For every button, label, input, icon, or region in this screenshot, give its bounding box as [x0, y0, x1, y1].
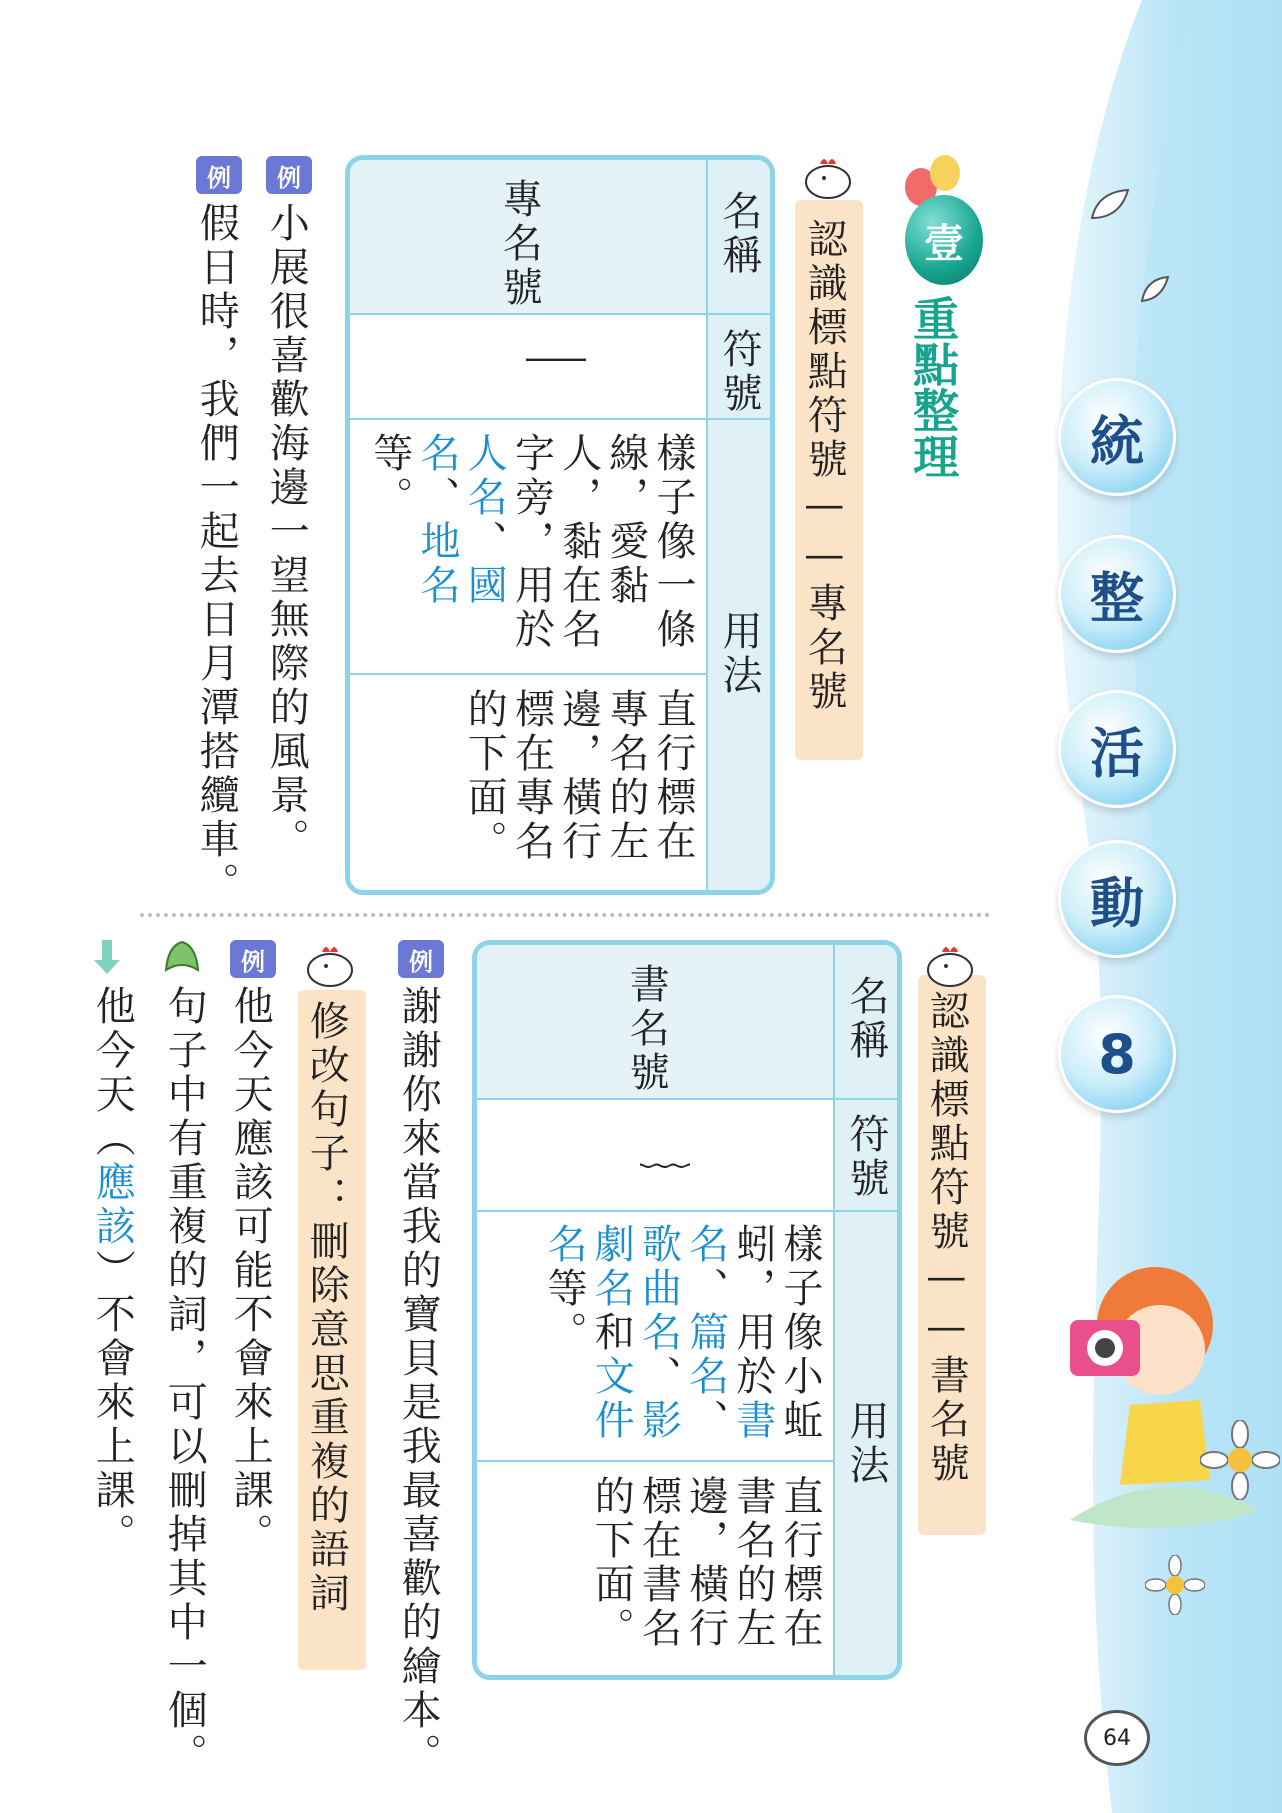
col-usage-label: 用法	[716, 610, 762, 698]
leaf-icon	[1140, 275, 1170, 303]
arrow-down-icon	[92, 940, 122, 976]
row-divider	[350, 673, 706, 675]
title-mark-table	[472, 940, 902, 1680]
placement-text: 直行標在書名的左邊，橫行標在書名的下面。	[588, 1475, 823, 1651]
hen-icon	[922, 940, 978, 988]
example-tag: 例	[398, 940, 444, 978]
symbol-name: 書名號	[623, 963, 670, 1095]
proper-noun-heading: 認識標點符號——專名號	[801, 218, 848, 714]
side-title-char-2: 整	[1058, 535, 1176, 653]
example-tag: 例	[196, 156, 242, 194]
side-title-char-5: 8	[1058, 995, 1176, 1113]
example-tag: 例	[230, 940, 276, 978]
leaf-icon	[162, 940, 202, 974]
side-title-char-1: 統	[1058, 378, 1176, 496]
hen-icon	[800, 152, 856, 200]
balloon-icon	[930, 155, 960, 191]
col-symbol-label: 符號	[843, 1113, 889, 1201]
usage-text: 樣子像小蚯蚓，用於書名、篇名、歌曲名、影劇名和文件名等。	[541, 1223, 823, 1443]
side-title-char-3: 活	[1058, 690, 1176, 808]
example-sentence-2: 假日時，我們一起去日月潭搭纜車。	[193, 202, 240, 906]
col-symbol-label: 符號	[716, 328, 762, 416]
flower-icon	[1145, 1555, 1205, 1615]
revise-heading: 修改句子：刪除意思重複的語詞	[303, 1000, 350, 1616]
row-divider	[477, 1098, 897, 1100]
section-divider	[140, 913, 990, 917]
page-number: 64	[1084, 1710, 1150, 1766]
placement-text: 直行標在專名的左邊，橫行標在專名的下面。	[461, 688, 696, 864]
example-sentence: 謝謝你來當我的寶貝是我最喜歡的繪本。	[395, 985, 442, 1777]
symbol-name: 專名號	[496, 178, 543, 310]
revise-answer: 他今天（應該）不會來上課。	[89, 985, 136, 1557]
example-tag: 例	[266, 156, 312, 194]
row-divider	[477, 1210, 897, 1212]
col-name-label: 名稱	[716, 190, 762, 278]
hen-icon	[302, 940, 358, 988]
row-divider	[350, 313, 770, 315]
row-divider	[477, 1460, 833, 1462]
proper-noun-table	[345, 155, 775, 895]
symbol-glyph: ｜	[516, 330, 586, 390]
row-divider	[350, 418, 770, 420]
title-mark-heading: 認識標點符號——書名號	[923, 990, 970, 1486]
side-title-char-4: 動	[1058, 840, 1176, 958]
section-number: 壹	[905, 195, 983, 285]
col-name-label: 名稱	[843, 975, 889, 1063]
section-title: 重點整理	[906, 295, 961, 479]
leaf-icon	[1090, 188, 1130, 222]
symbol-glyph: ﹏	[632, 1120, 690, 1170]
flower-icon	[1200, 1420, 1280, 1500]
revise-example: 他今天應該可能不會來上課。	[227, 985, 274, 1557]
col-usage-label: 用法	[843, 1400, 889, 1488]
usage-text: 樣子像一條線，愛黏人，黏在名字旁，用於人名、國名、地名等。	[366, 432, 696, 652]
revise-tip: 句子中有重複的詞，可以刪掉其中一個。	[161, 985, 208, 1777]
example-sentence-1: 小展很喜歡海邊一望無際的風景。	[263, 202, 310, 862]
